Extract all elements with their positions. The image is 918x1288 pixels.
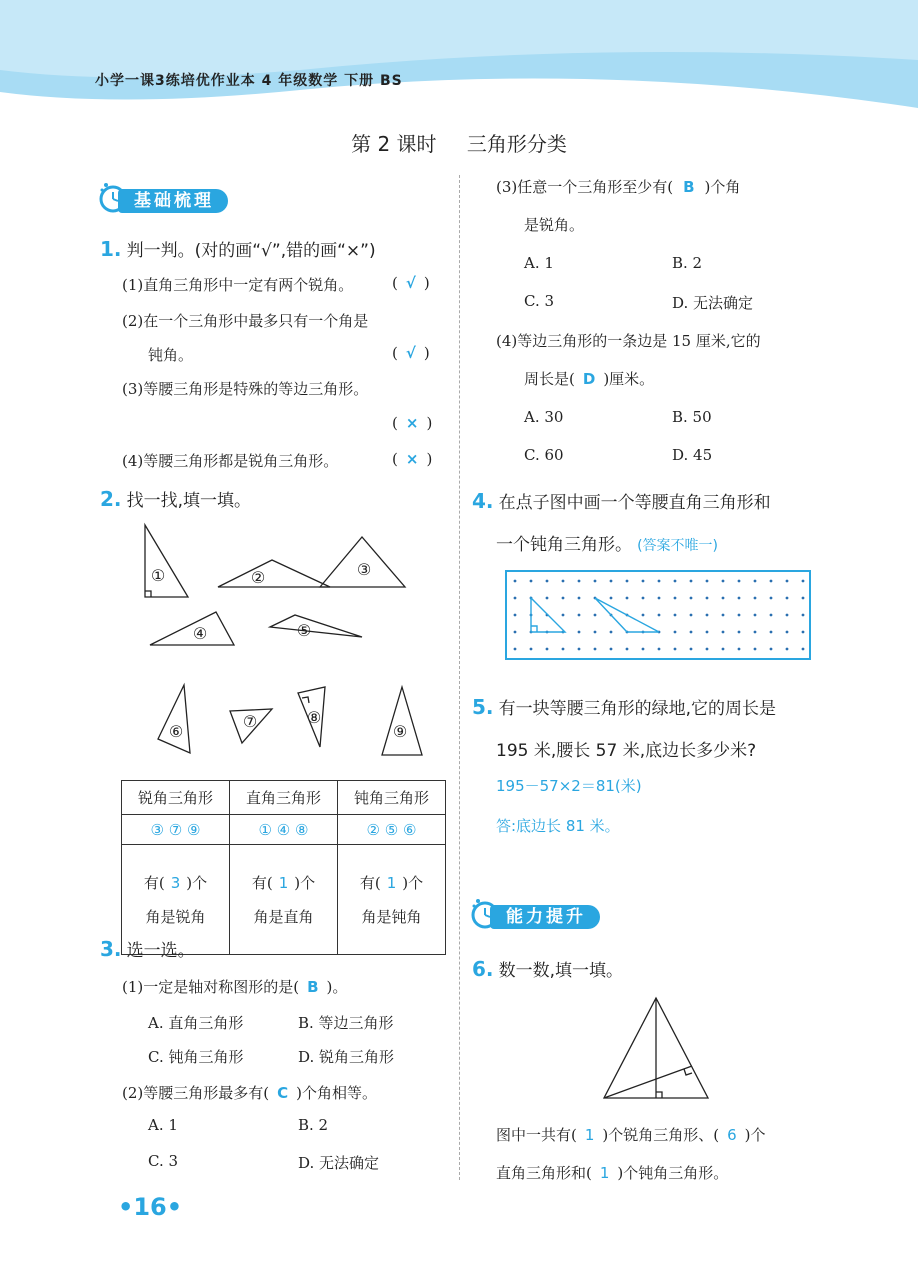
grid-dot bbox=[610, 580, 613, 583]
q3-part2: (2)等腰三角形最多有( C )个角相等。 bbox=[122, 1084, 377, 1102]
grid-dot bbox=[754, 614, 757, 617]
grid-dot bbox=[770, 648, 773, 651]
header-band bbox=[0, 0, 918, 108]
grid-dot bbox=[802, 597, 805, 600]
grid-dot bbox=[754, 631, 757, 634]
dot-grid bbox=[507, 572, 809, 658]
grid-dot bbox=[674, 614, 677, 617]
q3-p4-opt-a: A. 30 bbox=[524, 408, 564, 426]
q3-p2-opt-b: B. 2 bbox=[298, 1116, 329, 1134]
grid-dot bbox=[514, 648, 517, 651]
grid-dot bbox=[658, 597, 661, 600]
grid-dot bbox=[674, 648, 677, 651]
grid-dot bbox=[594, 631, 597, 634]
q3-p2-opt-a: A. 1 bbox=[148, 1116, 178, 1134]
q3-p1-opt-b: B. 等边三角形 bbox=[298, 1014, 394, 1032]
section-ability-label: 能力提升 bbox=[490, 905, 600, 929]
table-header: 钝角三角形 bbox=[338, 781, 446, 815]
triangle-classification-table bbox=[121, 780, 446, 955]
lesson-heading bbox=[0, 128, 918, 157]
grid-dot bbox=[658, 614, 661, 617]
grid-dot bbox=[770, 614, 773, 617]
grid-dot bbox=[786, 631, 789, 634]
label-3: ③ bbox=[356, 560, 372, 579]
grid-dot bbox=[738, 580, 741, 583]
grid-dot bbox=[738, 597, 741, 600]
grid-dot bbox=[658, 648, 661, 651]
section-basic-badge bbox=[98, 185, 268, 215]
grid-dot bbox=[674, 631, 677, 634]
table-count-cell: 有( 1 )个 角是钝角 bbox=[338, 845, 446, 955]
grid-dot bbox=[626, 597, 629, 600]
grid-dot bbox=[722, 580, 725, 583]
q6-number: 6. bbox=[472, 957, 494, 981]
table-header: 锐角三角形 bbox=[122, 781, 230, 815]
grid-dot bbox=[610, 648, 613, 651]
grid-dot bbox=[786, 580, 789, 583]
q3-title: 选一选。 bbox=[126, 941, 195, 961]
q3-p4-opt-b: B. 50 bbox=[672, 408, 712, 426]
grid-dot bbox=[706, 580, 709, 583]
q3-part3: (3)任意一个三角形至少有( B )个角 bbox=[496, 178, 741, 196]
q5-answer: 答:底边长 81 米。 bbox=[496, 817, 620, 835]
q4-heading bbox=[472, 488, 771, 513]
label-2: ② bbox=[250, 568, 266, 587]
grid-dot bbox=[626, 648, 629, 651]
grid-dot bbox=[514, 631, 517, 634]
dot-grid-box bbox=[505, 570, 811, 660]
section-basic-label: 基础梳理 bbox=[118, 189, 228, 213]
grid-dot bbox=[578, 580, 581, 583]
q3-part3-cont: 是锐角。 bbox=[524, 216, 585, 234]
grid-dot bbox=[610, 631, 613, 634]
q4-line2: 一个钝角三角形。 bbox=[496, 535, 632, 555]
q5-calculation: 195－57×2＝81(米) bbox=[496, 777, 642, 795]
table-header: 直角三角形 bbox=[230, 781, 338, 815]
grid-dot bbox=[530, 580, 533, 583]
grid-dot bbox=[658, 580, 661, 583]
q6-figure bbox=[596, 992, 716, 1104]
grid-dot bbox=[690, 614, 693, 617]
lesson-title: 三角形分类 bbox=[466, 132, 567, 156]
grid-dot bbox=[514, 614, 517, 617]
q3-p2-opt-c: C. 3 bbox=[148, 1152, 179, 1170]
grid-dot bbox=[706, 631, 709, 634]
q1-item-4: (4)等腰三角形都是锐角三角形。 bbox=[122, 452, 339, 470]
grid-dot bbox=[674, 580, 677, 583]
q4-note: (答案不唯一) bbox=[637, 538, 719, 554]
book-title: 小学一课3练培优作业本 4 年级数学 下册 BS bbox=[95, 73, 403, 89]
q1-item-2: (2)在一个三角形中最多只有一个角是 bbox=[122, 312, 369, 330]
q3-p3-opt-d: D. 无法确定 bbox=[672, 294, 754, 312]
grid-dot bbox=[514, 580, 517, 583]
grid-dot bbox=[594, 648, 597, 651]
grid-dot bbox=[578, 614, 581, 617]
grid-dot bbox=[562, 597, 565, 600]
page-number: •16• bbox=[118, 1193, 183, 1221]
grid-dot bbox=[546, 580, 549, 583]
q1-item-4-answer: ( × ) bbox=[392, 450, 433, 468]
q2-title: 找一找,填一填。 bbox=[126, 491, 252, 511]
grid-dot bbox=[786, 648, 789, 651]
triangle-1 bbox=[145, 525, 188, 597]
grid-dot bbox=[754, 580, 757, 583]
q1-number: 1. bbox=[100, 237, 122, 261]
grid-dot bbox=[546, 597, 549, 600]
q1-item-1-answer: ( √ ) bbox=[392, 274, 430, 292]
q3-p3-opt-c: C. 3 bbox=[524, 292, 555, 310]
grid-dot bbox=[546, 648, 549, 651]
triangle-5 bbox=[270, 615, 362, 637]
grid-dot bbox=[770, 597, 773, 600]
q3-p1-opt-a: A. 直角三角形 bbox=[148, 1014, 244, 1032]
q3-heading bbox=[100, 936, 195, 961]
q1-item-1: (1)直角三角形中一定有两个锐角。 bbox=[122, 276, 354, 294]
column-divider bbox=[459, 175, 460, 1180]
grid-dot bbox=[642, 597, 645, 600]
grid-dot bbox=[770, 580, 773, 583]
q2-heading bbox=[100, 486, 251, 511]
q3-number: 3. bbox=[100, 937, 122, 961]
grid-dot bbox=[578, 648, 581, 651]
q5-line1: 有一块等腰三角形的绿地,它的周长是 bbox=[498, 699, 777, 719]
grid-dot bbox=[722, 597, 725, 600]
label-1: ① bbox=[150, 566, 166, 585]
grid-dot bbox=[642, 614, 645, 617]
q1-item-3: (3)等腰三角形是特殊的等边三角形。 bbox=[122, 380, 369, 398]
grid-dot bbox=[706, 614, 709, 617]
q6-line1: 图中一共有( 1 )个锐角三角形、( 6 )个 bbox=[496, 1126, 766, 1144]
q3-p1-opt-c: C. 钝角三角形 bbox=[148, 1048, 244, 1066]
grid-dot bbox=[594, 580, 597, 583]
q3-p3-opt-b: B. 2 bbox=[672, 254, 703, 272]
grid-dot bbox=[754, 648, 757, 651]
drawn-right-isosceles-triangle bbox=[531, 598, 565, 632]
grid-dot bbox=[690, 648, 693, 651]
q1-item-2-cont: 钝角。 bbox=[148, 346, 194, 364]
q3-p1-opt-d: D. 锐角三角形 bbox=[298, 1048, 395, 1066]
grid-dot bbox=[690, 580, 693, 583]
grid-dot bbox=[738, 631, 741, 634]
grid-dot bbox=[802, 631, 805, 634]
grid-dot bbox=[722, 631, 725, 634]
triangle-9 bbox=[382, 687, 422, 755]
label-7: ⑦ bbox=[242, 712, 258, 731]
grid-dot bbox=[786, 614, 789, 617]
grid-dot bbox=[802, 614, 805, 617]
q1-item-2-answer: ( √ ) bbox=[392, 344, 430, 362]
q4-line2-row bbox=[496, 530, 718, 555]
q1-title: 判一判。(对的画“√”,错的画“×”) bbox=[126, 241, 376, 261]
table-count-cell: 有( 3 )个 角是锐角 bbox=[122, 845, 230, 955]
triangle-figures bbox=[120, 515, 450, 765]
grid-dot bbox=[562, 580, 565, 583]
q1-item-3-answer: ( × ) bbox=[392, 414, 433, 432]
grid-dot bbox=[706, 648, 709, 651]
q5-line2: 195 米,腰长 57 米,底边长多少米? bbox=[496, 741, 757, 761]
q2-number: 2. bbox=[100, 487, 122, 511]
table-answer: ① ④ ⑧ bbox=[230, 815, 338, 845]
label-4: ④ bbox=[192, 624, 208, 643]
grid-dot bbox=[562, 614, 565, 617]
section-ability-badge bbox=[470, 901, 630, 931]
q5-heading bbox=[472, 694, 776, 719]
table-answer: ② ⑤ ⑥ bbox=[338, 815, 446, 845]
grid-dot bbox=[626, 580, 629, 583]
grid-dot bbox=[722, 614, 725, 617]
lesson-number: 第 2 课时 bbox=[351, 132, 437, 156]
q4-number: 4. bbox=[472, 489, 494, 513]
grid-dot bbox=[674, 597, 677, 600]
q3-p4-opt-c: C. 60 bbox=[524, 446, 564, 464]
label-5: ⑤ bbox=[296, 621, 312, 640]
q4-line1: 在点子图中画一个等腰直角三角形和 bbox=[498, 493, 771, 513]
grid-dot bbox=[690, 631, 693, 634]
grid-dot bbox=[578, 597, 581, 600]
triangle-6 bbox=[158, 685, 190, 753]
grid-dot bbox=[642, 648, 645, 651]
q6-heading bbox=[472, 956, 623, 981]
q5-number: 5. bbox=[472, 695, 494, 719]
q3-part4-cont: 周长是( D )厘米。 bbox=[524, 370, 655, 388]
grid-dot bbox=[738, 614, 741, 617]
q3-part4: (4)等边三角形的一条边是 15 厘米,它的 bbox=[496, 332, 761, 350]
label-6: ⑥ bbox=[168, 722, 184, 741]
grid-dot bbox=[754, 597, 757, 600]
grid-dot bbox=[610, 597, 613, 600]
grid-dot bbox=[786, 597, 789, 600]
q3-part1: (1)一定是轴对称图形的是( B )。 bbox=[122, 978, 348, 996]
q3-p4-opt-d: D. 45 bbox=[672, 446, 713, 464]
grid-dot bbox=[722, 648, 725, 651]
triangle-2 bbox=[218, 560, 330, 587]
drawn-obtuse-triangle bbox=[595, 598, 659, 632]
grid-dot bbox=[514, 597, 517, 600]
q1-heading bbox=[100, 236, 376, 261]
grid-dot bbox=[706, 597, 709, 600]
grid-dot bbox=[578, 631, 581, 634]
grid-dot bbox=[594, 614, 597, 617]
grid-dot bbox=[770, 631, 773, 634]
grid-dot bbox=[562, 648, 565, 651]
grid-dot bbox=[690, 597, 693, 600]
grid-dot bbox=[802, 648, 805, 651]
q3-p2-opt-d: D. 无法确定 bbox=[298, 1154, 380, 1172]
grid-dot bbox=[530, 648, 533, 651]
q3-p3-opt-a: A. 1 bbox=[524, 254, 554, 272]
label-9: ⑨ bbox=[392, 722, 408, 741]
grid-dot bbox=[802, 580, 805, 583]
grid-dot bbox=[642, 580, 645, 583]
label-8: ⑧ bbox=[306, 708, 322, 727]
table-answer: ③ ⑦ ⑨ bbox=[122, 815, 230, 845]
q6-title: 数一数,填一填。 bbox=[498, 961, 624, 981]
table-count-cell: 有( 1 )个 角是直角 bbox=[230, 845, 338, 955]
grid-dot bbox=[738, 648, 741, 651]
q6-line2: 直角三角形和( 1 )个钝角三角形。 bbox=[496, 1164, 729, 1182]
